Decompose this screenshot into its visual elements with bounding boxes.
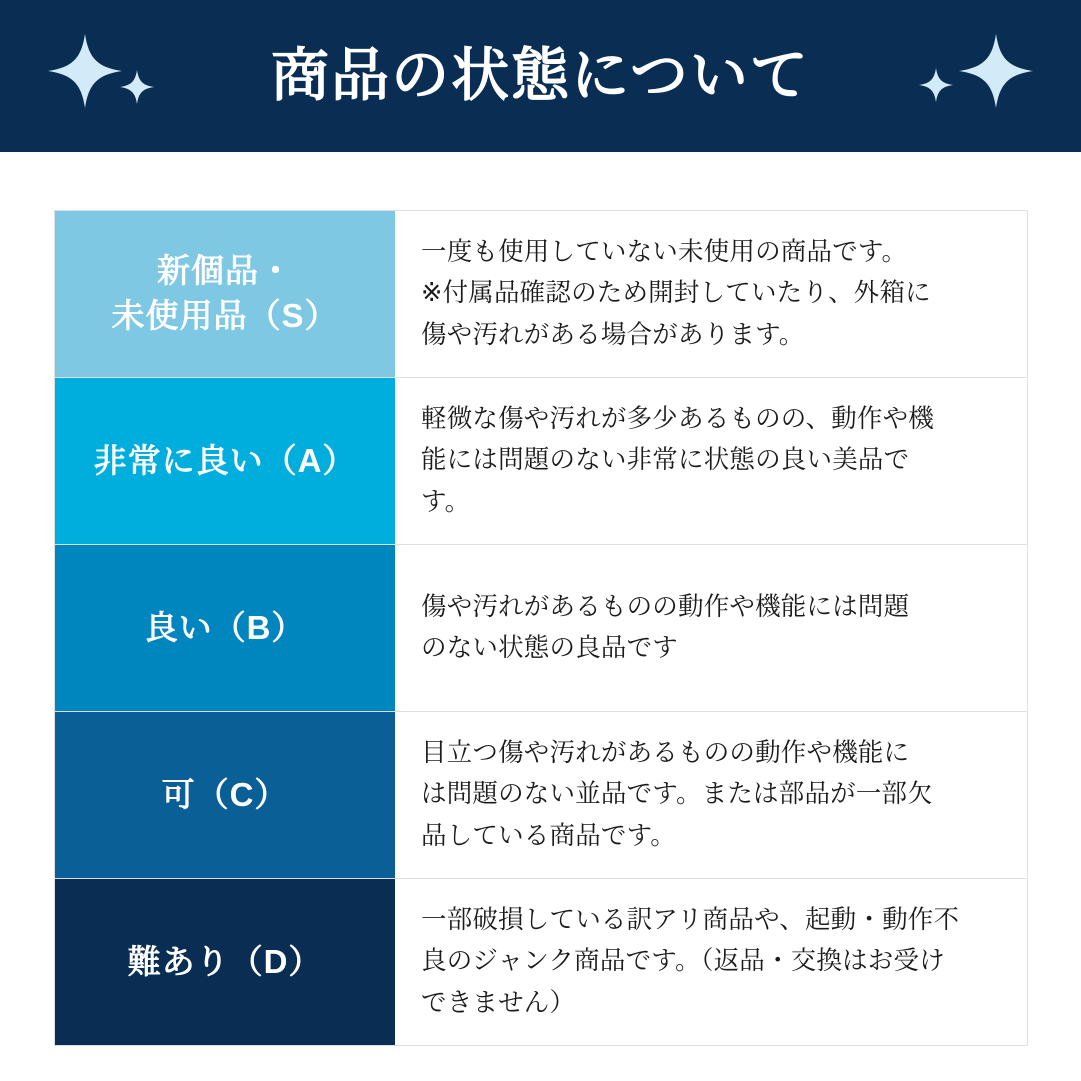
description-line: 軽微な傷や汚れが多少あるものの、動作や機 [421, 405, 934, 434]
grade-label-s [55, 211, 395, 377]
sparkle-icon [959, 34, 1033, 108]
grade-label-line2: 未使用品（S） [111, 297, 339, 334]
table-row [55, 879, 1027, 1045]
table-row [55, 211, 1027, 378]
grade-label-c [55, 712, 395, 878]
description-line: 傷や汚れがある場合があります。 [421, 320, 805, 349]
description-line: す。 [421, 487, 471, 516]
description-line: 目立つ傷や汚れがあるものの動作や機能に [421, 739, 910, 768]
description-line: 傷や汚れがあるものの動作や機能には問題 [421, 592, 910, 621]
table-row [55, 712, 1027, 879]
grade-description-s [395, 211, 1027, 377]
table-row [55, 378, 1027, 545]
grade-label-line1: 良い（B） [144, 608, 306, 646]
description-line: 一度も使用していない未使用の商品です。 [421, 238, 908, 267]
description-line: 品している商品です。 [421, 821, 676, 850]
description-line: は問題のない並品です。または部品が一部欠 [421, 780, 933, 809]
description-line: のない状態の良品です [421, 634, 679, 662]
grade-label-line1: 非常に良い（A） [93, 441, 357, 479]
header-banner [0, 0, 1081, 152]
table-row [55, 545, 1027, 712]
grade-description-a [395, 378, 1027, 544]
description-line: できません） [421, 988, 576, 1017]
page-title: 商品の状態について [271, 43, 810, 108]
grade-label-line1: 新個品・ [156, 252, 293, 290]
grade-description-c [395, 712, 1027, 878]
grade-description-b [395, 545, 1027, 711]
sparkle-small-icon [120, 70, 154, 104]
description-line: 能には問題のない非常に状態の良い美品で [421, 446, 910, 475]
grade-label-a [55, 378, 395, 544]
description-line: ※付属品確認のため開封していたり、外箱に [421, 279, 931, 308]
grade-label-line1: 可（C） [161, 775, 289, 813]
sparkle-icon [48, 34, 122, 108]
grade-label-d [55, 879, 395, 1045]
sparkle-small-icon [919, 68, 953, 102]
description-line: 一部破損している訳アリ商品や、起動・動作不 [421, 906, 960, 935]
grade-label-b [55, 545, 395, 711]
condition-table [54, 210, 1028, 1046]
grade-description-d [395, 879, 1027, 1045]
grade-label-line1: 難あり（D） [127, 942, 323, 980]
description-line: 良のジャンク商品です。（返品・交換はお受け [421, 947, 945, 976]
